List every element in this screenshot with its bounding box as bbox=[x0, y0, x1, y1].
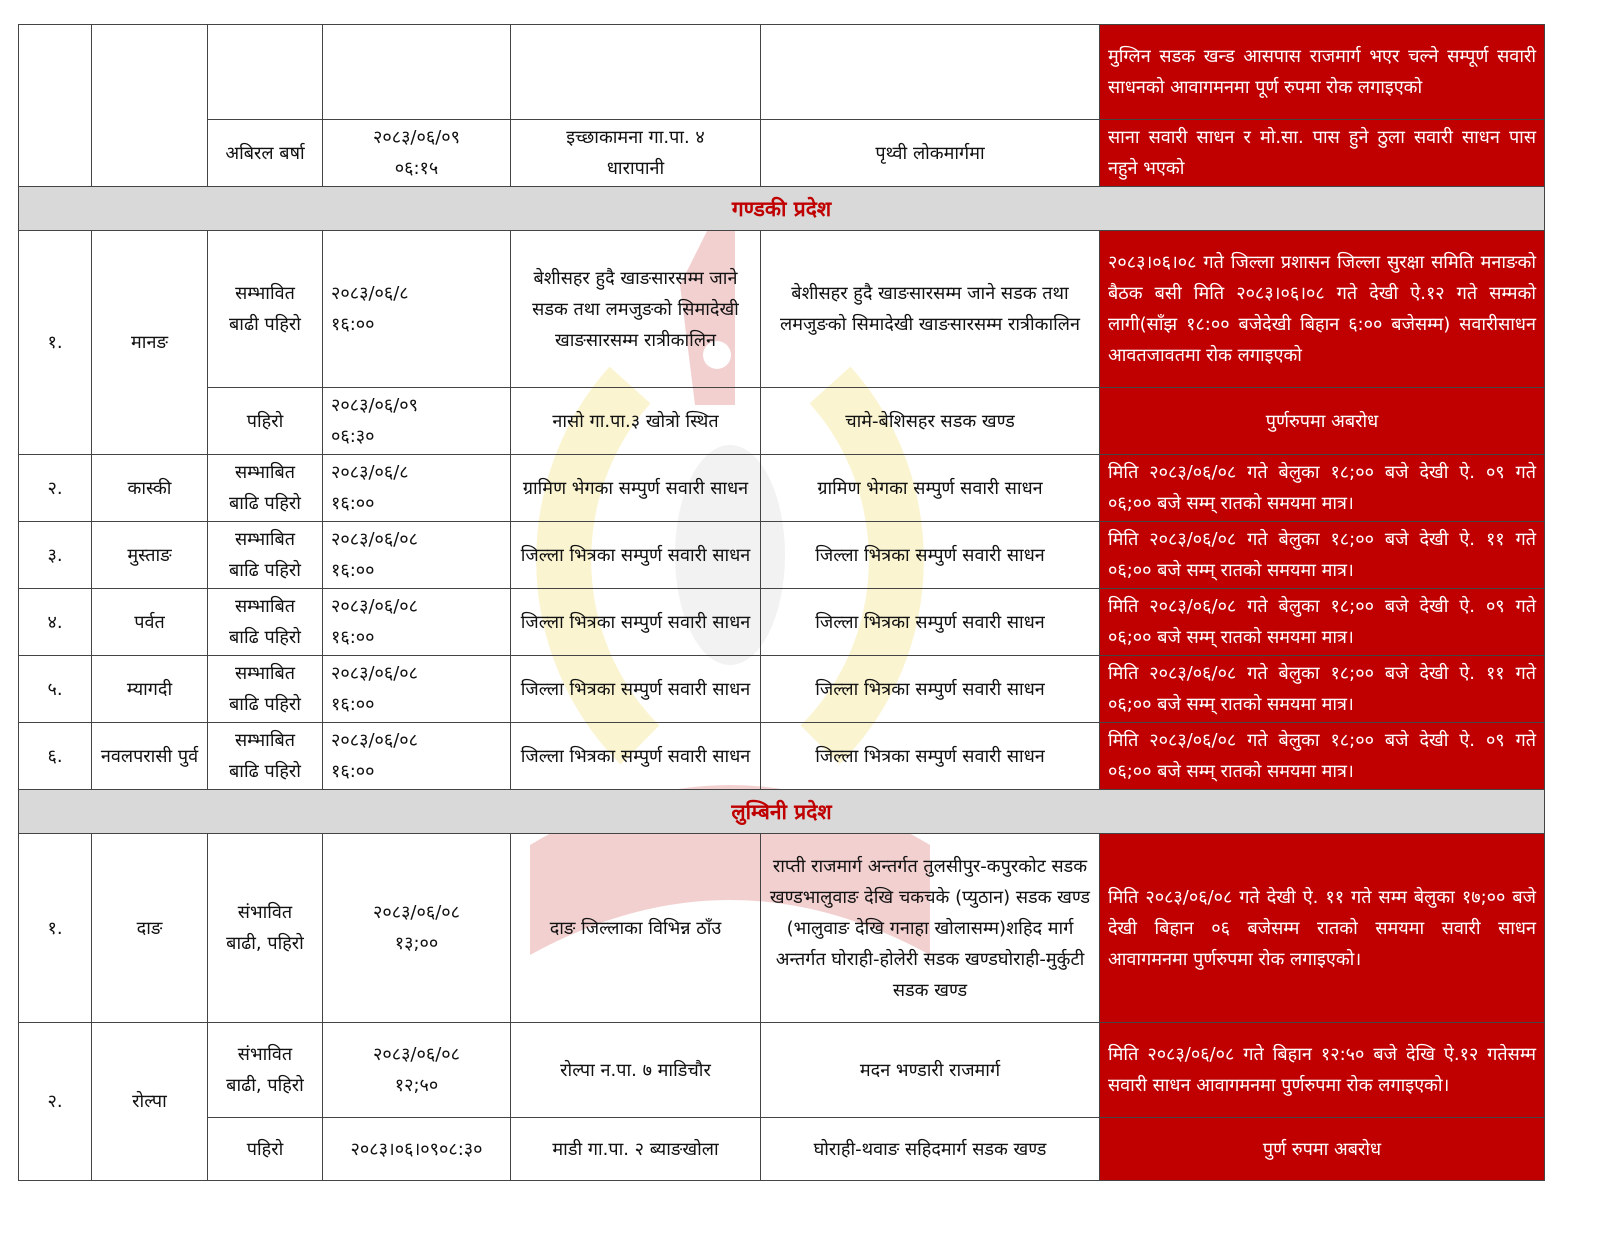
remark-cell: मिति २०८३/०६/०८ गते बिहान १२:५० बजे देखि ऐ.१२ गतेसम्म सवारी साधन आवागमनमा पुर्णरुपमा रोक लगाइएको। bbox=[1100, 1023, 1545, 1118]
district-cell: मानङ bbox=[92, 231, 208, 455]
district-cell: दाङ bbox=[92, 834, 208, 1023]
type-cell: सम्भाबित बाढि पहिरो bbox=[208, 455, 323, 522]
date-cell: २०८३/०६/०८ १६:०० bbox=[323, 589, 511, 656]
table-row bbox=[19, 1118, 1545, 1181]
serial-cell: १. bbox=[19, 231, 92, 455]
province-title: लुम्बिनी प्रदेश bbox=[19, 790, 1545, 834]
remark-cell: २०८३।०६।०८ गते जिल्ला प्रशासन जिल्ला सुरक्षा समिति मनाङको बैठक बसी मिति २०८३।०६।०८ गते देखी ऐ.१२ गते सम्मको लागी(साँझ १८:०० बजेदेखी बिहान ६:०० बजेसम्म) सवारीसाधन आवतजावतमा रोक लगाइएको bbox=[1100, 231, 1545, 388]
road-cell: ग्रामिण भेगका सम्पुर्ण सवारी साधन bbox=[761, 455, 1100, 522]
type-cell: पहिरो bbox=[208, 388, 323, 455]
road-cell: जिल्ला भित्रका सम्पुर्ण सवारी साधन bbox=[761, 589, 1100, 656]
remark-cell: मिति २०८३/०६/०८ गते बेलुका १८;०० बजे देखी ऐ. ०९ गते ०६;०० बजे सम्म् रातको समयमा मात्र। bbox=[1100, 589, 1545, 656]
road-obstruction-table bbox=[18, 24, 1545, 1181]
place-cell: ग्रामिण भेगका सम्पुर्ण सवारी साधन bbox=[511, 455, 761, 522]
road-cell: राप्ती राजमार्ग अन्तर्गत तुलसीपुर-कपुरकोट सडक खण्डभालुवाङ देखि चकचके (प्युठान) सडक खण्ड (भालुवाङ देखि गनाहा खोलासम्म)शहिद मार्ग अन्तर्गत घोराही-होलेरी सडक खण्डघोराही-मुर्कुटी सडक खण्ड bbox=[761, 834, 1100, 1023]
table-row bbox=[19, 723, 1545, 790]
district-cell: मुस्ताङ bbox=[92, 522, 208, 589]
date-cell: २०८३/०६/८ १६:०० bbox=[323, 231, 511, 388]
place-cell bbox=[511, 25, 761, 120]
type-cell bbox=[208, 25, 323, 120]
serial-cell: २. bbox=[19, 1023, 92, 1181]
place-cell: जिल्ला भित्रका सम्पुर्ण सवारी साधन bbox=[511, 522, 761, 589]
type-cell: संभावित बाढी, पहिरो bbox=[208, 834, 323, 1023]
table-row bbox=[19, 120, 1545, 187]
road-cell: घोराही-थवाङ सहिदमार्ग सडक खण्ड bbox=[761, 1118, 1100, 1181]
place-cell: जिल्ला भित्रका सम्पुर्ण सवारी साधन bbox=[511, 589, 761, 656]
type-cell: सम्भाबित बाढि पहिरो bbox=[208, 589, 323, 656]
remark-cell: पुर्ण रुपमा अबरोध bbox=[1100, 1118, 1545, 1181]
place-cell: नासो गा.पा.३ खोत्रो स्थित bbox=[511, 388, 761, 455]
remark-cell: मुग्लिन सडक खन्ड आसपास राजमार्ग भएर चल्ने सम्पूर्ण सवारी साधनको आवागमनमा पूर्ण रुपमा रोक लगाइएको bbox=[1100, 25, 1545, 120]
date-cell: २०८३/०६/०८ १६:०० bbox=[323, 723, 511, 790]
remark-cell: मिति २०८३/०६/०८ गते बेलुका १८;०० बजे देखी ऐ. ११ गते ०६;०० बजे सम्म् रातको समयमा मात्र। bbox=[1100, 656, 1545, 723]
table-row bbox=[19, 589, 1545, 656]
type-cell: सम्भाबित बाढि पहिरो bbox=[208, 723, 323, 790]
serial-cell: ५. bbox=[19, 656, 92, 723]
road-cell: चामे-बेशिसहर सडक खण्ड bbox=[761, 388, 1100, 455]
serial-cell: ३. bbox=[19, 522, 92, 589]
table-row bbox=[19, 388, 1545, 455]
type-cell: अबिरल बर्षा bbox=[208, 120, 323, 187]
place-cell: जिल्ला भित्रका सम्पुर्ण सवारी साधन bbox=[511, 723, 761, 790]
serial-cell bbox=[19, 25, 92, 187]
district-cell: रोल्पा bbox=[92, 1023, 208, 1181]
district-cell: नवलपरासी पुर्व bbox=[92, 723, 208, 790]
type-cell: संभावित बाढी, पहिरो bbox=[208, 1023, 323, 1118]
province-header-row bbox=[19, 790, 1545, 834]
district-cell bbox=[92, 25, 208, 187]
place-cell: इच्छाकामना गा.पा. ४ धारापानी bbox=[511, 120, 761, 187]
remark-cell: मिति २०८३/०६/०८ गते देखी ऐ. ११ गते सम्म बेलुका १७;०० बजे देखी बिहान ०६ बजेसम्म रातको समयमा सवारी साधन आवागमनमा पुर्णरुपमा रोक लगाइएको। bbox=[1100, 834, 1545, 1023]
date-cell: २०८३।०६।०९०८:३० bbox=[323, 1118, 511, 1181]
serial-cell: २. bbox=[19, 455, 92, 522]
place-cell: माडी गा.पा. २ ब्याङखोला bbox=[511, 1118, 761, 1181]
province-header-row bbox=[19, 187, 1545, 231]
remark-cell: पुर्णरुपमा अबरोध bbox=[1100, 388, 1545, 455]
table-row bbox=[19, 656, 1545, 723]
province-title: गण्डकी प्रदेश bbox=[19, 187, 1545, 231]
type-cell: पहिरो bbox=[208, 1118, 323, 1181]
serial-cell: ४. bbox=[19, 589, 92, 656]
table-row bbox=[19, 25, 1545, 120]
date-cell: २०८३/०६/०८ १२;५० bbox=[323, 1023, 511, 1118]
district-cell: पर्वत bbox=[92, 589, 208, 656]
date-cell: २०८३/०६/०८ १६:०० bbox=[323, 522, 511, 589]
place-cell: बेशीसहर हुदै खाङसारसम्म जाने सडक तथा लमजुङको सिमादेखी खाङसारसम्म रात्रीकालिन bbox=[511, 231, 761, 388]
table-row bbox=[19, 455, 1545, 522]
road-cell: बेशीसहर हुदै खाङसारसम्म जाने सडक तथा लमजुङको सिमादेखी खाङसारसम्म रात्रीकालिन bbox=[761, 231, 1100, 388]
road-cell: पृथ्वी लोकमार्गमा bbox=[761, 120, 1100, 187]
table-row bbox=[19, 522, 1545, 589]
serial-cell: ६. bbox=[19, 723, 92, 790]
place-cell: रोल्पा न.पा. ७ माडिचौर bbox=[511, 1023, 761, 1118]
district-cell: म्यागदी bbox=[92, 656, 208, 723]
road-cell: जिल्ला भित्रका सम्पुर्ण सवारी साधन bbox=[761, 656, 1100, 723]
type-cell: सम्भावित बाढी पहिरो bbox=[208, 231, 323, 388]
date-cell: २०८३/०६/८ १६:०० bbox=[323, 455, 511, 522]
table-row bbox=[19, 1023, 1545, 1118]
remark-cell: साना सवारी साधन र मो.सा. पास हुने ठुला सवारी साधन पास नहुने भएको bbox=[1100, 120, 1545, 187]
table-row bbox=[19, 834, 1545, 1023]
table-row bbox=[19, 231, 1545, 388]
type-cell: सम्भाबित बाढि पहिरो bbox=[208, 522, 323, 589]
date-cell: २०८३/०६/०९ ०६:१५ bbox=[323, 120, 511, 187]
date-cell bbox=[323, 25, 511, 120]
place-cell: दाङ जिल्लाका विभिन्न ठाँउ bbox=[511, 834, 761, 1023]
road-cell: मदन भण्डारी राजमार्ग bbox=[761, 1023, 1100, 1118]
date-cell: २०८३/०६/०९ ०६:३० bbox=[323, 388, 511, 455]
road-cell: जिल्ला भित्रका सम्पुर्ण सवारी साधन bbox=[761, 522, 1100, 589]
remark-cell: मिति २०८३/०६/०८ गते बेलुका १८;०० बजे देखी ऐ. ११ गते ०६;०० बजे सम्म् रातको समयमा मात्र। bbox=[1100, 522, 1545, 589]
district-cell: कास्की bbox=[92, 455, 208, 522]
type-cell: सम्भाबित बाढि पहिरो bbox=[208, 656, 323, 723]
date-cell: २०८३/०६/०८ १३;०० bbox=[323, 834, 511, 1023]
remark-cell: मिति २०८३/०६/०८ गते बेलुका १८;०० बजे देखी ऐ. ०९ गते ०६;०० बजे सम्म् रातको समयमा मात्र। bbox=[1100, 723, 1545, 790]
date-cell: २०८३/०६/०८ १६:०० bbox=[323, 656, 511, 723]
road-cell: जिल्ला भित्रका सम्पुर्ण सवारी साधन bbox=[761, 723, 1100, 790]
road-cell bbox=[761, 25, 1100, 120]
remark-cell: मिति २०८३/०६/०८ गते बेलुका १८;०० बजे देखी ऐ. ०९ गते ०६;०० बजे सम्म् रातको समयमा मात्र। bbox=[1100, 455, 1545, 522]
place-cell: जिल्ला भित्रका सम्पुर्ण सवारी साधन bbox=[511, 656, 761, 723]
serial-cell: १. bbox=[19, 834, 92, 1023]
